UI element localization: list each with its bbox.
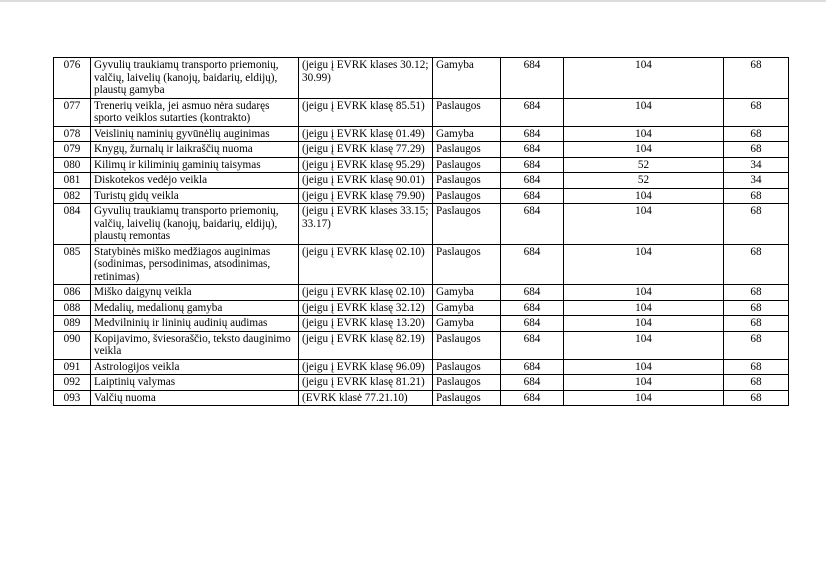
value-col7: 68 (724, 188, 789, 204)
table-row (54, 142, 789, 158)
table-row (54, 285, 789, 301)
evrk-class: (jeigu į EVRK klasę 32.12) (299, 300, 433, 316)
activity-code: 085 (54, 244, 91, 285)
activity-code: 088 (54, 300, 91, 316)
evrk-class: (jeigu į EVRK klasę 77.29) (299, 142, 433, 158)
value-col7: 68 (724, 359, 789, 375)
evrk-class: (EVRK klasė 77.21.10) (299, 390, 433, 406)
activity-name: Trenerių veikla, jei asmuo nėra sudaręs sporto veiklos sutarties (kontrakto) (91, 98, 299, 126)
value-col5: 684 (501, 390, 564, 406)
value-col7: 34 (724, 157, 789, 173)
value-col7: 68 (724, 375, 789, 391)
value-col7: 68 (724, 126, 789, 142)
activity-name: Astrologijos veikla (91, 359, 299, 375)
activity-name: Gyvulių traukiamų transporto priemonių, valčių, laivelių (kanojų, baidarių, eldijų), plaustų gamyba (91, 58, 299, 99)
value-col7: 68 (724, 142, 789, 158)
activity-code: 092 (54, 375, 91, 391)
value-col6: 104 (564, 142, 724, 158)
activity-type: Paslaugos (433, 157, 501, 173)
table-row (54, 204, 789, 245)
activity-name: Kopijavimo, šviesoraščio, teksto dauginimo veikla (91, 331, 299, 359)
value-col6: 104 (564, 331, 724, 359)
activity-name: Laiptinių valymas (91, 375, 299, 391)
activity-code: 091 (54, 359, 91, 375)
activity-code: 077 (54, 98, 91, 126)
table-row (54, 157, 789, 173)
activity-name: Veislinių naminių gyvūnėlių auginimas (91, 126, 299, 142)
activity-type: Paslaugos (433, 188, 501, 204)
activity-code: 081 (54, 173, 91, 189)
activity-name: Diskotekos vedėjo veikla (91, 173, 299, 189)
value-col7: 68 (724, 204, 789, 245)
value-col6: 104 (564, 285, 724, 301)
value-col5: 684 (501, 359, 564, 375)
evrk-class: (jeigu į EVRK klases 30.12; 30.99) (299, 58, 433, 99)
value-col6: 52 (564, 173, 724, 189)
table-row (54, 300, 789, 316)
evrk-class: (jeigu į EVRK klasę 90.01) (299, 173, 433, 189)
value-col5: 684 (501, 98, 564, 126)
table-row (54, 58, 789, 99)
activity-type: Gamyba (433, 285, 501, 301)
activity-type: Gamyba (433, 300, 501, 316)
evrk-class: (jeigu į EVRK klasę 81.21) (299, 375, 433, 391)
value-col5: 684 (501, 375, 564, 391)
evrk-class: (jeigu į EVRK klasę 02.10) (299, 244, 433, 285)
value-col5: 684 (501, 173, 564, 189)
value-col5: 684 (501, 300, 564, 316)
evrk-class: (jeigu į EVRK klasę 02.10) (299, 285, 433, 301)
activity-name: Kilimų ir kiliminių gaminių taisymas (91, 157, 299, 173)
evrk-class: (jeigu į EVRK klasę 82.19) (299, 331, 433, 359)
activity-code: 086 (54, 285, 91, 301)
activity-type: Gamyba (433, 316, 501, 332)
activity-type: Paslaugos (433, 173, 501, 189)
value-col7: 68 (724, 316, 789, 332)
activity-type: Paslaugos (433, 98, 501, 126)
value-col7: 68 (724, 244, 789, 285)
activity-code: 089 (54, 316, 91, 332)
activity-name: Miško daigynų veikla (91, 285, 299, 301)
activity-code: 076 (54, 58, 91, 99)
activity-name: Valčių nuoma (91, 390, 299, 406)
activity-name: Gyvulių traukiamų transporto priemonių, valčių, laivelių (kanojų, baidarių, eldijų), plaustų remontas (91, 204, 299, 245)
value-col5: 684 (501, 58, 564, 99)
table-row (54, 390, 789, 406)
evrk-class: (jeigu į EVRK klases 33.15; 33.17) (299, 204, 433, 245)
value-col6: 104 (564, 316, 724, 332)
table-row (54, 98, 789, 126)
value-col6: 104 (564, 244, 724, 285)
value-col6: 104 (564, 58, 724, 99)
activity-type: Paslaugos (433, 375, 501, 391)
value-col5: 684 (501, 204, 564, 245)
table-row (54, 188, 789, 204)
value-col7: 68 (724, 390, 789, 406)
activity-name: Turistų gidų veikla (91, 188, 299, 204)
value-col5: 684 (501, 285, 564, 301)
activity-name: Medvilninių ir lininių audinių audimas (91, 316, 299, 332)
value-col6: 52 (564, 157, 724, 173)
value-col6: 104 (564, 98, 724, 126)
value-col5: 684 (501, 331, 564, 359)
table-row (54, 126, 789, 142)
activity-table-body (54, 58, 789, 406)
activity-type: Paslaugos (433, 390, 501, 406)
activity-type: Paslaugos (433, 244, 501, 285)
value-col7: 68 (724, 331, 789, 359)
evrk-class: (jeigu į EVRK klasę 79.90) (299, 188, 433, 204)
activity-type: Paslaugos (433, 331, 501, 359)
activity-code: 079 (54, 142, 91, 158)
activity-code: 084 (54, 204, 91, 245)
activity-type: Paslaugos (433, 204, 501, 245)
activity-code: 082 (54, 188, 91, 204)
table-row (54, 359, 789, 375)
evrk-class: (jeigu į EVRK klasę 85.51) (299, 98, 433, 126)
evrk-class: (jeigu į EVRK klasę 13.20) (299, 316, 433, 332)
activity-table (53, 57, 789, 406)
table-row (54, 375, 789, 391)
activity-code: 093 (54, 390, 91, 406)
top-border (0, 0, 826, 2)
value-col7: 68 (724, 58, 789, 99)
value-col5: 684 (501, 188, 564, 204)
value-col7: 68 (724, 300, 789, 316)
value-col5: 684 (501, 126, 564, 142)
evrk-class: (jeigu į EVRK klasę 96.09) (299, 359, 433, 375)
table-row (54, 331, 789, 359)
value-col6: 104 (564, 204, 724, 245)
value-col7: 68 (724, 98, 789, 126)
value-col6: 104 (564, 375, 724, 391)
activity-type: Gamyba (433, 58, 501, 99)
value-col6: 104 (564, 126, 724, 142)
activity-code: 078 (54, 126, 91, 142)
value-col5: 684 (501, 142, 564, 158)
value-col6: 104 (564, 300, 724, 316)
value-col6: 104 (564, 390, 724, 406)
activity-type: Gamyba (433, 126, 501, 142)
value-col6: 104 (564, 359, 724, 375)
activity-type: Paslaugos (433, 359, 501, 375)
value-col7: 68 (724, 285, 789, 301)
value-col5: 684 (501, 244, 564, 285)
table-row (54, 173, 789, 189)
table-row (54, 316, 789, 332)
table-row (54, 244, 789, 285)
value-col6: 104 (564, 188, 724, 204)
evrk-class: (jeigu į EVRK klasę 95.29) (299, 157, 433, 173)
value-col7: 34 (724, 173, 789, 189)
activity-code: 080 (54, 157, 91, 173)
activity-type: Paslaugos (433, 142, 501, 158)
value-col5: 684 (501, 316, 564, 332)
evrk-class: (jeigu į EVRK klasę 01.49) (299, 126, 433, 142)
activity-name: Knygų, žurnalų ir laikraščių nuoma (91, 142, 299, 158)
value-col5: 684 (501, 157, 564, 173)
activity-name: Medalių, medalionų gamyba (91, 300, 299, 316)
activity-name: Statybinės miško medžiagos auginimas (sodinimas, persodinimas, atsodinimas, retinimas) (91, 244, 299, 285)
activity-code: 090 (54, 331, 91, 359)
